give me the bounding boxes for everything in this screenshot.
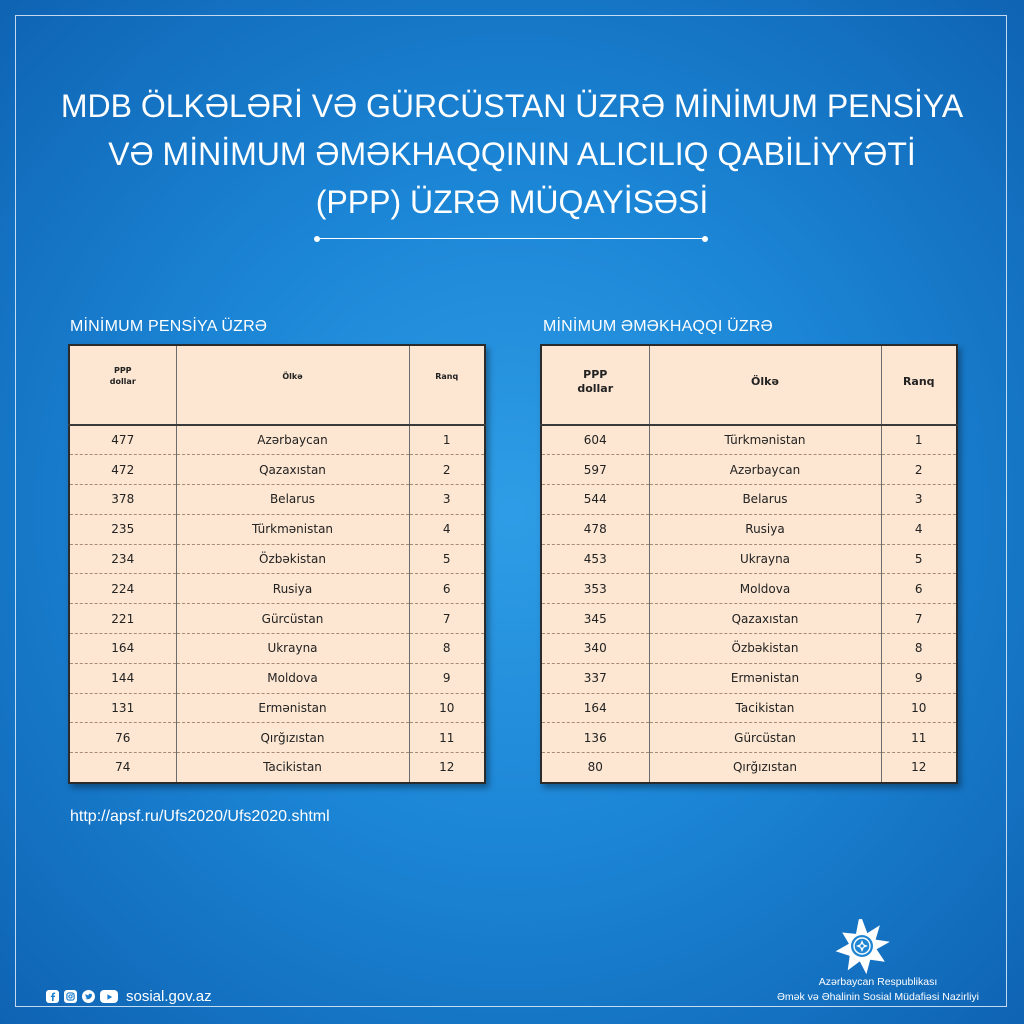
- table-row: [69, 514, 485, 544]
- table-row: [541, 574, 957, 604]
- country-cell: Tacikistan: [649, 693, 881, 723]
- ppp-value-cell: 221: [69, 604, 176, 634]
- ppp-value-cell: 472: [69, 455, 176, 485]
- ministry-emblem-icon: [834, 918, 890, 974]
- ppp-value-cell: 478: [541, 514, 649, 544]
- website-link[interactable]: sosial.gov.az: [126, 988, 212, 1005]
- rank-cell: 11: [881, 723, 957, 753]
- rank-cell: 7: [881, 604, 957, 634]
- ppp-value-cell: 345: [541, 604, 649, 634]
- rank-cell: 9: [881, 663, 957, 693]
- country-cell: Belarus: [649, 485, 881, 515]
- country-cell: Türkmənistan: [176, 514, 409, 544]
- table-row: [69, 693, 485, 723]
- table-row: [541, 723, 957, 753]
- ppp-value-cell: 164: [69, 634, 176, 664]
- rank-cell: 2: [409, 455, 485, 485]
- rank-cell: 12: [881, 753, 957, 783]
- rank-cell: 10: [881, 693, 957, 723]
- country-cell: Azərbaycan: [649, 455, 881, 485]
- table-row: [69, 723, 485, 753]
- facebook-icon[interactable]: [46, 990, 59, 1003]
- rank-header: Ranq: [409, 345, 485, 425]
- ppp-value-cell: 477: [69, 425, 176, 455]
- rank-cell: 2: [881, 455, 957, 485]
- ppp-value-cell: 80: [541, 753, 649, 783]
- wage-table: [540, 344, 958, 784]
- rank-cell: 3: [409, 485, 485, 515]
- rank-cell: 9: [409, 663, 485, 693]
- country-cell: Özbəkistan: [176, 544, 409, 574]
- rank-cell: 1: [881, 425, 957, 455]
- country-cell: Gürcüstan: [176, 604, 409, 634]
- ppp-value-cell: 74: [69, 753, 176, 783]
- rank-cell: 8: [409, 634, 485, 664]
- ministry-name: [777, 975, 979, 1005]
- ppp-value-cell: 136: [541, 723, 649, 753]
- table-row: [69, 604, 485, 634]
- table-row: [69, 753, 485, 783]
- rank-header: Ranq: [881, 345, 957, 425]
- table-row: [541, 485, 957, 515]
- table-row: [541, 604, 957, 634]
- ministry-line-2: Əmək və Əhalinin Sosial Müdafiəsi Nazirliyi: [777, 991, 979, 1003]
- table-row: [541, 753, 957, 783]
- pension-table: [68, 344, 486, 784]
- ppp-value-cell: 76: [69, 723, 176, 753]
- table-header-row: [69, 345, 485, 425]
- country-cell: Ukrayna: [649, 544, 881, 574]
- rank-cell: 6: [881, 574, 957, 604]
- country-cell: Qazaxıstan: [176, 455, 409, 485]
- country-cell: Tacikistan: [176, 753, 409, 783]
- ppp-value-cell: 340: [541, 634, 649, 664]
- ppp-value-cell: 235: [69, 514, 176, 544]
- ppp-value-cell: 164: [541, 693, 649, 723]
- ministry-line-1: Azərbaycan Respublikası: [818, 976, 938, 988]
- table-row: [541, 693, 957, 723]
- instagram-icon[interactable]: [64, 990, 77, 1003]
- ppp-value-cell: 597: [541, 455, 649, 485]
- source-link[interactable]: http://apsf.ru/Ufs2020/Ufs2020.shtml: [70, 808, 330, 825]
- ppp-value-cell: 224: [69, 574, 176, 604]
- country-cell: Qırğızıstan: [176, 723, 409, 753]
- ppp-value-cell: 378: [69, 485, 176, 515]
- rank-cell: 4: [409, 514, 485, 544]
- pension-section-label: MİNİMUM PENSİYA ÜZRƏ: [70, 318, 268, 335]
- table-row: [541, 514, 957, 544]
- country-cell: Gürcüstan: [649, 723, 881, 753]
- country-cell: Ermənistan: [176, 693, 409, 723]
- country-cell: Belarus: [176, 485, 409, 515]
- rank-cell: 10: [409, 693, 485, 723]
- youtube-icon[interactable]: [100, 990, 118, 1003]
- title-divider: [317, 238, 705, 239]
- table-row: [69, 485, 485, 515]
- ppp-header: PPP dollar: [577, 368, 614, 395]
- table-row: [69, 634, 485, 664]
- country-cell: Özbəkistan: [649, 634, 881, 664]
- table-row: [541, 455, 957, 485]
- table-row: [69, 425, 485, 455]
- ppp-value-cell: 604: [541, 425, 649, 455]
- ppp-value-cell: 234: [69, 544, 176, 574]
- country-cell: Azərbaycan: [176, 425, 409, 455]
- table-row: [541, 544, 957, 574]
- rank-cell: 5: [409, 544, 485, 574]
- country-header: Ölkə: [649, 345, 881, 425]
- rank-cell: 7: [409, 604, 485, 634]
- rank-cell: 3: [881, 485, 957, 515]
- table-row: [69, 663, 485, 693]
- ppp-header: PPP dollar: [109, 366, 136, 386]
- rank-cell: 12: [409, 753, 485, 783]
- wage-section-label: MİNİMUM ƏMƏKHAQQI ÜZRƏ: [543, 318, 773, 335]
- title-line-1: MDB ÖLKƏLƏRİ VƏ GÜRCÜSTAN ÜZRƏ MİNİMUM PENSİYA: [60, 88, 964, 124]
- ppp-value-cell: 453: [541, 544, 649, 574]
- rank-cell: 11: [409, 723, 485, 753]
- country-cell: Türkmənistan: [649, 425, 881, 455]
- table-row: [69, 574, 485, 604]
- rank-cell: 4: [881, 514, 957, 544]
- ppp-value-cell: 353: [541, 574, 649, 604]
- rank-cell: 8: [881, 634, 957, 664]
- rank-cell: 1: [409, 425, 485, 455]
- country-cell: Ermənistan: [649, 663, 881, 693]
- table-row: [69, 544, 485, 574]
- country-header: Ölkə: [176, 345, 409, 425]
- ppp-value-cell: 131: [69, 693, 176, 723]
- page-title: [40, 82, 984, 226]
- country-cell: Ukrayna: [176, 634, 409, 664]
- country-cell: Qırğızıstan: [649, 753, 881, 783]
- table-row: [69, 455, 485, 485]
- country-cell: Rusiya: [176, 574, 409, 604]
- rank-cell: 6: [409, 574, 485, 604]
- ppp-value-cell: 544: [541, 485, 649, 515]
- twitter-icon[interactable]: [82, 990, 95, 1003]
- country-cell: Qazaxıstan: [649, 604, 881, 634]
- table-row: [541, 425, 957, 455]
- ppp-value-cell: 337: [541, 663, 649, 693]
- title-line-3: (PPP) ÜZRƏ MÜQAYİSƏSİ: [315, 184, 709, 220]
- country-cell: Moldova: [176, 663, 409, 693]
- table-row: [541, 634, 957, 664]
- table-row: [541, 663, 957, 693]
- table-header-row: [541, 345, 957, 425]
- title-line-2: VƏ MİNİMUM ƏMƏKHAQQININ ALICILIQ QABİLİYYƏTİ: [108, 136, 916, 172]
- ppp-value-cell: 144: [69, 663, 176, 693]
- rank-cell: 5: [881, 544, 957, 574]
- social-bar: [46, 988, 212, 1005]
- country-cell: Rusiya: [649, 514, 881, 544]
- country-cell: Moldova: [649, 574, 881, 604]
